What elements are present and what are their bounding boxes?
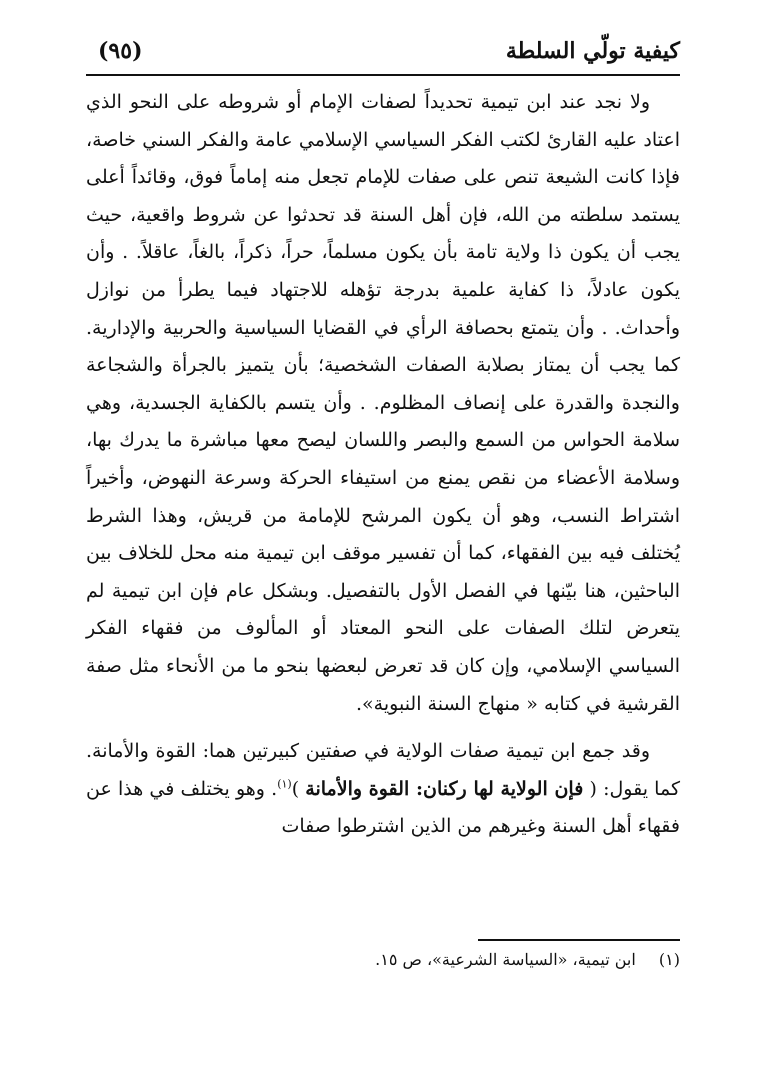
footnote-number: (١) <box>658 950 680 969</box>
main-text <box>86 84 680 846</box>
running-title: كيفية تولّي السلطة <box>505 38 680 64</box>
paragraph <box>86 733 680 846</box>
footnote-text: ابن تيمية، «السياسة الشرعية»، ص ١٥. <box>375 950 636 969</box>
quote-close: ) <box>291 777 306 800</box>
paragraph-text: وقد جمع ابن تيمية صفات الولاية في صفتين كبيرتين هما: القوة والأمانة. كما يقول: ( <box>86 740 680 800</box>
quote-text: فإن الولاية لها ركنان: القوة والأمانة <box>305 777 584 800</box>
footnote <box>86 950 680 969</box>
page-header <box>86 30 680 76</box>
page-number: (٩٥) <box>98 38 143 64</box>
paragraph-text: . وهو يختلف في هذا عن فقهاء أهل السنة وغيرهم من الذين اشترطوا صفات <box>86 777 680 838</box>
paragraph: ولا نجد عند ابن تيمية تحديداً لصفات الإمام أو شروطه على النحو الذي اعتاد عليه القارئ لكتب الفكر السياسي الإسلامي عامة والفكر السني خاصة، فإذا كانت الشيعة تنص على صفات للإمام تجعل منه إماماً فوق، وقائداً أعلى يستمد سلطته من الله، فإن أهل السنة قد تحدثوا عن شروط واقعية، حيث يجب أن يكون ذا ولاية تامة بأن يكون مسلماً، حراً، ذكراً، بالغاً، عاقلاً. . وأن يكون عادلاً، ذا كفاية علمية بدرجة تؤهله للاجتهاد فيما يطرأ من نوازل وأحداث. . وأن يتمتع بحصافة الرأي في القضايا السياسية والحربية والإدارية. كما يجب أن يمتاز بصلابة الصفات الشخصية؛ بأن يتميز بالجرأة والشجاعة والنجدة والقدرة على إنصاف المظلوم. . وأن يتسم بالكفاية الجسدية، وهي سلامة الحواس من السمع والبصر واللسان ليصح معها مباشرة ما يدرك بها، وسلامة الأعضاء من نقص يمنع من استيفاء الحركة وسرعة النهوض، وأخيراً اشتراط النسب، وهو أن يكون المرشح للإمامة من قريش، وهذا الشرط يُختلف فيه بين الفقهاء، كما أن تفسير موقف ابن تيمية منه محل للخلاف بين الباحثين، هنا بيّنها في الفصل الأول بالتفصيل. وبشكل عام فإن ابن تيمية لم يتعرض لتلك الصفات على النحو المعتاد أو المألوف من فقهاء الفكر السياسي الإسلامي، وإن كان قد تعرض لبعضها بنحو ما من الأنحاء مثل صفة القرشية في كتابه « منهاج السنة النبوية». <box>86 91 680 715</box>
footnote-reference: (١) <box>277 777 292 791</box>
footnote-divider <box>478 939 680 941</box>
